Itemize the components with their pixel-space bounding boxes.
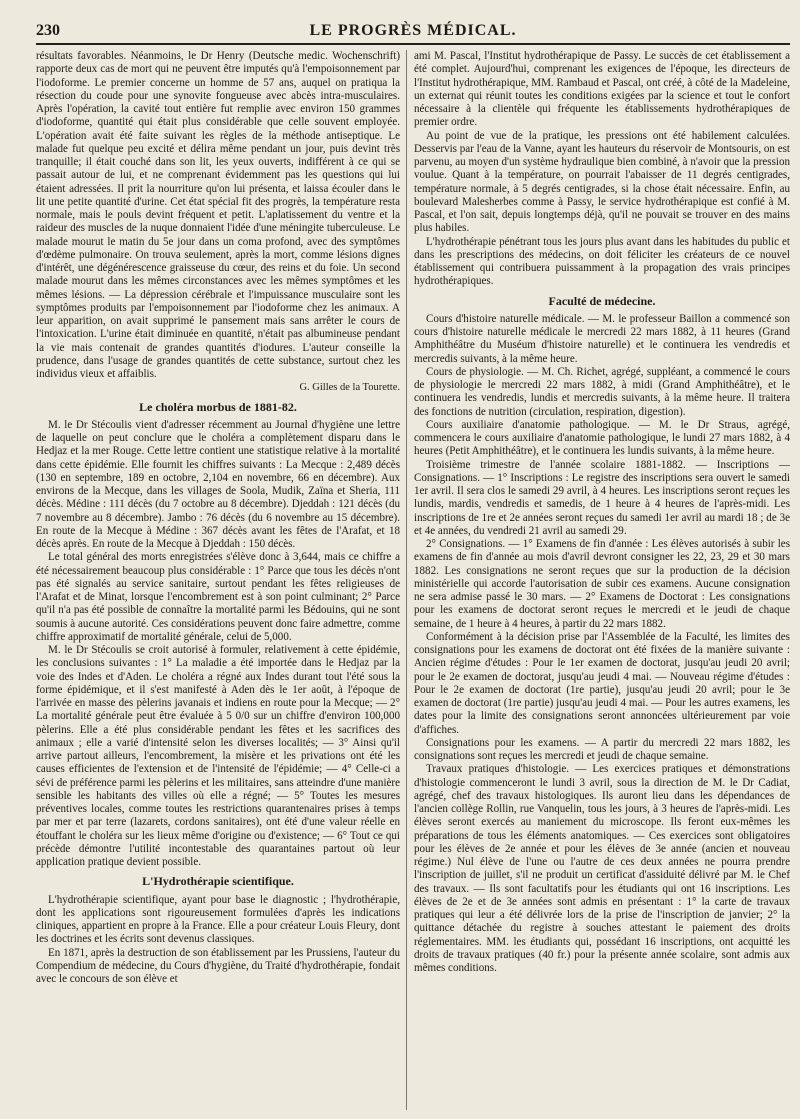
faculte-paragraph-4: Troisième trimestre de l'année scolaire 1881-1882. — Inscriptions — Consignations. — 1° Inscriptions : Le registre des inscriptions sera ouvert le samedi 1er avril. Il sera clos le samedi 29 avril, à 4 heures. Les inscriptions seront reçues les lundis, mardis, vendredis et samedis, de 1 heure à 4 heures de l'après-midi. Les inscriptions de 1re et 2e années seront reçues du samedi 1er avril au mardi 18 ; de 3e et 4e années, du vendredi 21 avril au samedi 29.	[414, 458, 790, 537]
faculte-paragraph-3: Cours auxiliaire d'anatomie pathologique. — M. le Dr Straus, agrégé, commencera le cours auxiliaire d'anatomie pathologique, le lundi 27 mars 1882, à 4 heures (Petit Amphithéâtre), et le continuera les lundis suivants, à la même heure.	[414, 418, 790, 458]
left-column	[36, 50, 400, 1110]
faculte-paragraph-6: Conformément à la décision prise par l'Assemblée de la Faculté, les limites des consignations pour les examens de doctorat ont été fixées de la manière suivante : Ancien régime d'études : Pour le 1er examen de doctorat, jusqu'au jeudi 20 avril; pour le 2e examen de doctorat, jusqu'au jeudi 4 mai. — Nouveau régime d'études : Pour le 2e examen de doctorat (1re partie), jusqu'au jeudi 20 avril; pour le 3e examen de doctorat (1re partie) jusqu'au jeudi 4 mai. — Pour les autres examens, les dates pour la limite des consignations seront annoncées ultérieurement par voie d'affiches.	[414, 630, 790, 736]
column-separator	[406, 50, 407, 1110]
cholera-paragraph-3: M. le Dr Stécoulis se croit autorisé à formuler, relativement à cette épidémie, les conclusions suivantes : 1° La maladie a été importée dans le Hedjaz par la voie des Indes et d'Aden. Le choléra a régné aux Indes durant tout l'été sous la forme épidémique, et il s'est manifesté à Aden dès le 1er août, à l'époque de l'arrivée en masse des pèlerins javanais et indiens en route pour la Mecque; — 2° La mortalité générale peut être évaluée à 5 0/0 sur un chiffre d'environ 100,000 pèlerins. Elle a été plus considérable pendant les fêtes et les sacrifices des animaux ; elle a varié d'intensité selon les diverses localités; — 3° Ainsi qu'il arrive partout ailleurs, l'encombrement, la misère et les privations ont été les causes efficientes de l'extension et de l'intensité de l'épidémie; — 4° Celle-ci a sévi de préférence parmi les pèlerins et les militaires, sans atteindre d'une manière sensible les habitants des villes où elle a régné; — 5° Toutes les mesures préventives locales, comme toutes les restrictions quarantenaires prises à temps par mer et par terre (lazarets, cordons sanitaires), ont été d'une valeur réelle en étouffant le choléra sur les lieux même d'origine ou d'existence; — 6° Tout ce qui précède démontre l'utilité incontestable des quarantaines partout où leur application pratique devient possible.	[36, 644, 400, 868]
hydro-paragraph-5: L'hydrothérapie pénétrant tous les jours plus avant dans les habitudes du public et dans les prescriptions des médecins, on doit féliciter les créateurs de ce nouvel établissement qui contribuera puissamment à la propagation des vrais principes hydrothérapiques.	[414, 235, 790, 288]
faculte-paragraph-1: Cours d'histoire naturelle médicale. — M. le professeur Baillon a commencé son cours d'histoire naturelle médicale le mercredi 22 mars 1882, à 11 heures (Grand Amphithéâtre du Muséum d'histoire naturelle) et le continuera les vendredis et mercredis suivants, à la même heure.	[414, 312, 790, 365]
header-rule	[36, 43, 790, 45]
page-header	[36, 18, 790, 44]
section-title-cholera: Le choléra morbus de 1881-82.	[139, 399, 297, 414]
article-iodoform-text: résultats favorables. Néanmoins, le Dr Henry (Deutsche medic. Wochenschrift) rapporte deux cas de mort qui ne peuvent être imputés qu'à l'empoisonnement par l'iodoforme. Le premier concerne un homme de 57 ans, auquel on pratiqua la résection du coude pour une synovite fongueuse avec abcès intra-musculaires. Après l'opération, la cavité tout entière fut remplie avec environ 150 grammes d'iodoforme, quantité qui était plus considérable que celle souvent employée. L'opération avait été faite suivant les règles de la méthode antiseptique. Le malade fut quelque peu excité et délira même pendant un jour, puis devint très tranquille; il était couché dans son lit, les yeux ouverts, indifférent à ce qui se passait autour de lui, et ne comprenant évidemment pas les questions qui lui étaient adressées. Il prit la nourriture qu'on lui présenta, et laissa écouler dans le lit une petite quantité d'urine. Cet état spécial fit des progrès, la température resta normale, mais le pouls devint fréquent et petit. L'aplatissement du ventre et la raideur des muscles de la nuque donnaient l'idée d'une méningite tuberculeuse. Le malade mourut le matin du 5e jour dans un coma profond, avec des symptômes d'œdème pulmonaire. On trouva seulement, après la mort, comme lésions dignes d'intérêt, une dégénérescence graisseuse du cœur, des reins et du foie. Un second malade mourut dans les mêmes circonstances avec les mêmes symptômes et les mêmes lésions. — La dépression cérébrale et l'impuissance musculaire sont les symptômes produits par l'empoisonnement par l'iodoforme chez les animaux. A leur apparition, on avait supprimé le pansement mais sans arrêter le cours de l'intoxication. L'urine était diminuée en quantité, n'était pas albumineuse pendant la vie mais contenait de grandes quantités d'iodures. L'auteur conseille la prudence, dans l'usage de grandes quantités de cette substance, surtout chez les individus vieux et affaiblis.	[36, 50, 400, 380]
faculte-paragraph-5: 2° Consignations. — 1° Examens de fin d'année : Les élèves autorisés à subir les examens de fin d'année au mois d'avril devront consigner les 22, 23, 29 et 30 mars 1882. Les consignations ne seront reçues que sur la production de la décision ministérielle qui accorde l'autorisation de subir ces examens. Aucune consignation ne sera admise passé le 30 mars. — 2° Examens de Doctorat : Les consignations pour les examens de doctorat seront reçues le mercredi et le jeudi de chaque semaine, de 1 heure à 4 heures, à partir du 22 mars 1882.	[414, 538, 790, 630]
faculte-paragraph-7: Consignations pour les examens. — A partir du mercredi 22 mars 1882, les consignations sont reçues les mercredi et jeudi de chaque semaine.	[414, 736, 790, 762]
cholera-paragraph-1: M. le Dr Stécoulis vient d'adresser récemment au Journal d'hygiène une lettre de laquelle on peut conclure que le choléra a complètement disparu dans le Hedjaz et la mer Rouge. Cette lettre contient une statistique relative à la mortalité dans cette épidémie. Elle fournit les chiffres suivants : La Mecque : 2,489 décès (130 en septembre, 189 en octobre, 2,104 en novembre, 66 en décembre). Aux environs de la Mecque, dans les villages de Soola, Mudik, Zaïna et Sheria, 111 décès. Médine : 111 décès (du 7 octobre au 8 décembre). Djeddah : 121 décès (du 7 novembre au 8 décembre). Jambo : 76 décès (du 6 novembre au 15 décembre). En route de la Mecque à Médine : 367 décès avant les fêtes de l'Arafat, et 18 décès après. En route de la Mecque à Djeddah : 150 décès.	[36, 418, 400, 550]
hydro-paragraph-2: En 1871, après la destruction de son établissement par les Prussiens, l'auteur du Compendium de médecine, du Cours d'hygiène, du Traité d'hydrothérapie, fondait avec le concours de son élève et	[36, 946, 400, 985]
running-title: LE PROGRÈS MÉDICAL.	[309, 22, 517, 39]
cholera-paragraph-2: Le total général des morts enregistrées s'élève donc à 3,644, mais ce chiffre a été nécessairement beaucoup plus considérable : 1° Parce que tous les décès n'ont pas été signalés au service sanitaire, surtout pendant les fêtes religieuses de l'Arafat et de Minat, lorsque l'encombrement est à son point culminant; 2° Parce qu'il n'a pas été possible de connaître la mortalité parmi les Bédouins, qui ne sont soumis à aucune autorité. Ces considérations peuvent donc faire admettre, comme chiffre approximatif de mortalité générale, celui de 5,000.	[36, 551, 400, 643]
hydro-paragraph-4: Au point de vue de la pratique, les pressions ont été habilement calculées. Desservis par l'eau de la Vanne, ayant les hauteurs du réservoir de Montsouris, on est parvenu, au moyen d'un système hydraulique bien combiné, à n'avoir que la pression voulue. Quant à la température, on pourrait l'abaisser de 11 degrés centigrades, température normale, à 5 degrés centigrades, si la chose était nécessaire. Enfin, au boulevard Malesherbes comme à Passy, le service hydrothérapique est confié à M. Pascal, et l'on sait, depuis longtemps déjà, qu'il ne pouvait se trouver en des mains plus habiles.	[414, 129, 790, 235]
hydro-paragraph-3: ami M. Pascal, l'Institut hydrothérapique de Passy. Le succès de cet établissement a été complet. Aujourd'hui, comprenant les exigences de l'époque, les directeurs de l'Institut hydrothérapique, MM. Rambaud et Pascal, ont créé, à côté de la Madeleine, un externat qui réunit toutes les conditions exigées par la science et tout le confort nécessaire à la clientèle qui fréquente les établissements hydrothérapiques de premier ordre.	[414, 50, 790, 129]
hydro-paragraph-1: L'hydrothérapie scientifique, ayant pour base le diagnostic ; l'hydrothérapie, dont les applications sont rigoureusement formulées d'après les indications cliniques, appartient en propre à la France. Elle a pour créateur Louis Fleury, dont les doctrines et les écrits sont devenus classiques.	[36, 893, 400, 946]
faculte-paragraph-2: Cours de physiologie. — M. Ch. Richet, agrégé, suppléant, a commencé le cours de physiologie le mercredi 22 mars 1882, à midi (Grand Amphithéâtre), et le continuera les vendredis, lundis et mercredis suivants, à la même heure. Il traitera des fonctions de nutrition (circulation, respiration, digestion).	[414, 365, 790, 418]
section-title-faculte: Faculté de médecine.	[548, 293, 656, 308]
page-number: 230	[36, 22, 60, 39]
section-title-hydrotherapie: L'Hydrothérapie scientifique.	[142, 874, 294, 889]
faculte-paragraph-8: Travaux pratiques d'histologie. — Les exercices pratiques et démonstrations d'histologie commenceront le lundi 3 avril, sous la direction de M. le Dr Cadiat, agrégé, chef des travaux histologiques. Ils auront lieu dans les dépendances de l'ancien collège Rollin, rue Vanquelin, tous les jours, à 3 heures de l'après-midi. Les élèves seront exercés au maniement du microscope. Ils feront eux-mêmes les préparations de tous les éléments anatomiques. — Ces exercices sont obligatoires pour les élèves de 2e année et pour les élèves de 3e année (ancien et nouveau régime.) Nul élève de l'une ou l'autre de ces deux années ne pourra prendre l'inscription de juillet, s'il ne produit un certificat d'assiduité délivré par M. le Chef des travaux. — Ils sont facultatifs pour les étudiants qui ont 16 inscriptions. Les élèves de 2e et de 3e années sont admis en présentant : 1° la carte de travaux pratiques qui leur a été délivrée lors de la prise de l'inscription de janvier; 2° la quittance détachée du registre à souches attestant le paiement des droits réglementaires. MM. les étudiants qui, possédant 16 inscriptions, ont acquitté les droits de travaux pratiques (40 fr.) pour la présente année scolaire, sont admis aux mêmes conditions.	[414, 763, 790, 974]
right-column	[414, 50, 790, 1110]
author-signature: G. Gilles de la Tourette.	[299, 382, 400, 394]
